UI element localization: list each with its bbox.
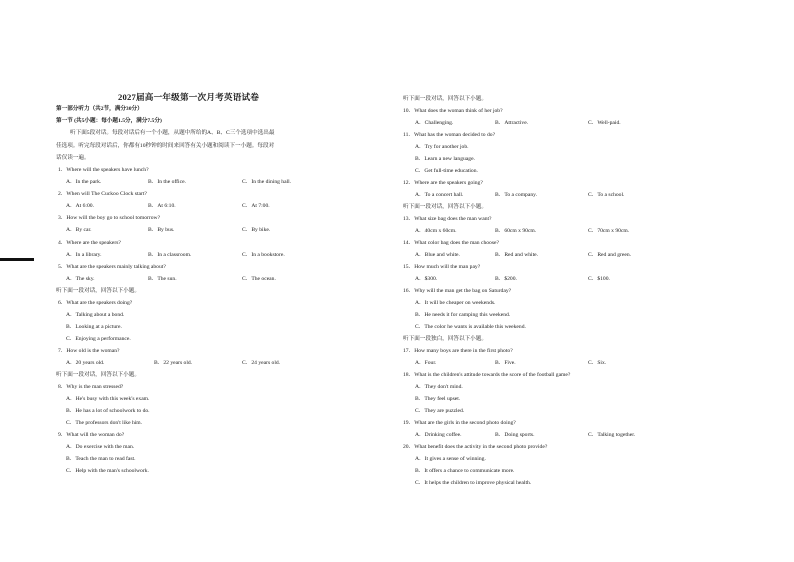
- question-3: 3．How will the boy go to school tomorrow?: [58, 215, 161, 221]
- option-a: A．20 years old.: [66, 360, 105, 366]
- question-19: 19．What are the girls in the second photo doing?: [403, 420, 516, 426]
- option-a: A．It gives a sense of winning.: [415, 456, 486, 462]
- question-20: 20．What benefit does the activity in the second photo provide?: [403, 444, 548, 450]
- option-a: A．He's busy with this week's exam.: [66, 396, 150, 402]
- option-c: C．Red and green.: [588, 252, 632, 258]
- option-a: A．Four.: [415, 360, 437, 366]
- option-c: C．Get full-time education.: [415, 168, 478, 174]
- option-c: C．In the dining hall.: [242, 179, 292, 185]
- listen-prompt: 听下面一段独白，回答以下小题。: [403, 336, 487, 342]
- option-b: B．Looking at a picture.: [66, 324, 122, 330]
- option-a: A．Talking about a bond.: [66, 312, 125, 318]
- option-c: C．The ocean.: [242, 276, 276, 282]
- question-13: 13．What size bag does the man want?: [403, 216, 492, 222]
- margin-bar: [0, 258, 34, 261]
- instructions-line: 佳选项。听完每段对话后，你都有10秒钟的时间来回答有关小题和阅读下一小题。每段对: [56, 143, 275, 149]
- option-a: A．By car.: [66, 227, 92, 233]
- option-b: B．They feel upset.: [415, 396, 461, 402]
- listen-prompt: 听下面一段对话，回答以下小题。: [56, 372, 140, 378]
- option-c: C．Talking together.: [588, 432, 636, 438]
- option-a: A．$300.: [415, 276, 438, 282]
- listen-prompt: 听下面一段对话，回答以下小题。: [403, 204, 487, 210]
- question-2: 2．When will The Cuckoo Clock start?: [58, 191, 147, 197]
- option-a: A．Blue and white.: [415, 252, 460, 258]
- option-a: A．The sky.: [66, 276, 95, 282]
- option-c: C．70cm x 90cm.: [588, 228, 630, 234]
- question-10: 10．What does the woman think of her job?: [403, 108, 503, 114]
- option-b: B．He has a lot of schoolwork to do.: [66, 408, 150, 414]
- option-c: C．24 years old.: [242, 360, 281, 366]
- option-a: A．They don't mind.: [415, 384, 463, 390]
- option-b: B．In the office.: [148, 179, 186, 185]
- section-heading: 第一节 (共5小题：每小题1.5分，满分7.5分): [56, 118, 162, 124]
- option-c: C．The professors don't like him.: [66, 420, 143, 426]
- option-a: A．It will be cheaper on weekends.: [415, 300, 496, 306]
- option-c: C．In a bookstore.: [242, 252, 285, 258]
- option-b: B．The sun.: [148, 276, 177, 282]
- option-c: C．Six.: [588, 360, 607, 366]
- part-heading: 第一部分听力（共2节，满分30分）: [56, 106, 143, 112]
- option-a: A．Drinking coffee.: [415, 432, 462, 438]
- option-c: C．$100.: [588, 276, 610, 282]
- option-b: B．Red and white.: [495, 252, 539, 258]
- listen-prompt: 听下面一段对话，回答以下小题。: [56, 288, 140, 294]
- option-a: A．At 6:00.: [66, 203, 94, 209]
- question-6: 6．What are the speakers doing?: [58, 300, 133, 306]
- question-8: 8．Why is the man stressed?: [58, 384, 124, 390]
- option-c: C．They are puzzled.: [415, 408, 465, 414]
- option-a: A．Do exercise with the man.: [66, 444, 135, 450]
- option-b: B．Five.: [495, 360, 516, 366]
- question-15: 15．How much will the man pay?: [403, 264, 481, 270]
- option-c: C．At 7:00.: [242, 203, 270, 209]
- option-b: B．To a company.: [495, 192, 537, 198]
- option-c: C．By bike.: [242, 227, 271, 233]
- option-c: C．The color he wants is available this weekend.: [415, 324, 526, 330]
- option-c: C．Enjoying a performance.: [66, 336, 131, 342]
- instructions-line: 听下面5段对话。每段对话后有一个小题，从题中所给的A、B、C三个选项中选出最: [70, 130, 275, 136]
- option-a: A．Try for another job.: [415, 144, 469, 150]
- question-7: 7．How old is the woman?: [58, 348, 120, 354]
- option-c: C．Well-paid.: [588, 120, 621, 126]
- question-5: 5．What are the speakers mainly talking about?: [58, 264, 166, 270]
- option-b: B．Attractive.: [495, 120, 529, 126]
- option-b: B．At 6:10.: [148, 203, 176, 209]
- option-b: B．In a classroom.: [148, 252, 192, 258]
- question-11: 11．What has the woman decided to do?: [403, 132, 496, 138]
- option-c: C．Help with the man's schoolwork.: [66, 468, 149, 474]
- question-9: 9．What will the woman do?: [58, 432, 125, 438]
- option-b: B．$200.: [495, 276, 517, 282]
- option-b: B．60cm x 90cm.: [495, 228, 537, 234]
- option-b: B．22 years old.: [154, 360, 193, 366]
- page-title: 2027届高一年级第一次月考英语试卷: [118, 92, 260, 102]
- option-a: A．Challenging.: [415, 120, 454, 126]
- question-12: 12．Where are the speakers going?: [403, 180, 483, 186]
- question-18: 18．What is the children's attitude towards the score of the football game?: [403, 372, 571, 378]
- option-a: A．40cm x 60cm.: [415, 228, 457, 234]
- option-b: B．Teach the man to read fast.: [66, 456, 136, 462]
- option-b: B．It offers a chance to communicate more.: [415, 468, 515, 474]
- question-14: 14．What color bag does the man choose?: [403, 240, 499, 246]
- question-17: 17．How many boys are there in the first photo?: [403, 348, 513, 354]
- option-a: A．In a library.: [66, 252, 102, 258]
- option-b: B．Learn a new language.: [415, 156, 475, 162]
- listen-prompt: 听下面一段对话，回答以下小题。: [403, 96, 487, 102]
- option-c: C．To a school.: [588, 192, 625, 198]
- option-a: A．In the park.: [66, 179, 102, 185]
- question-16: 16．Why will the man get the bag on Saturday?: [403, 288, 512, 294]
- instructions-line: 话仅读一遍。: [56, 155, 90, 161]
- question-1: 1．Where will the speakers have lunch?: [58, 167, 149, 173]
- option-b: B．Doing sports.: [495, 432, 535, 438]
- option-b: B．He needs it for camping this weekend.: [415, 312, 511, 318]
- question-4: 4．Where are the speakers?: [58, 240, 121, 246]
- option-a: A．To a concert hall.: [415, 192, 464, 198]
- option-b: B．By bus.: [148, 227, 175, 233]
- option-c: C．It helps the children to improve physical health.: [415, 480, 532, 486]
